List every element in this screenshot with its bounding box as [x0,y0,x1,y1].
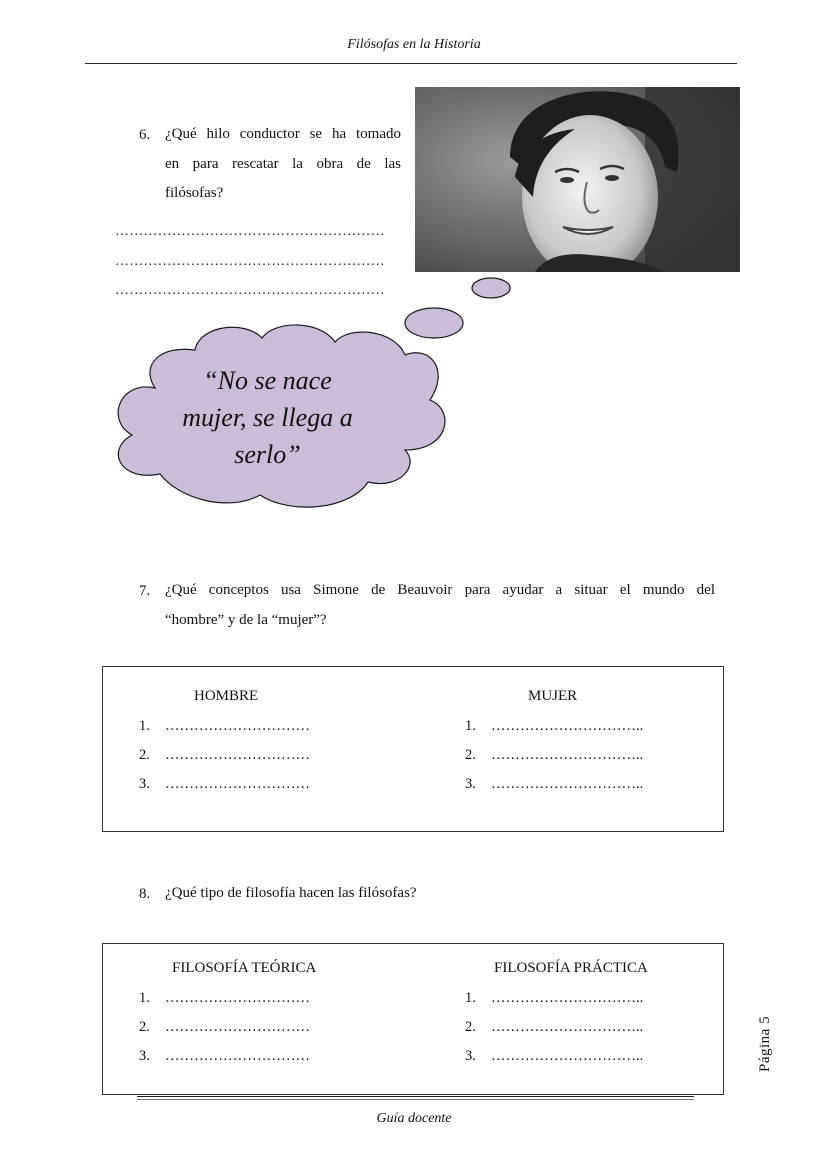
q7-mujer-item-3[interactable] [465,776,644,793]
item-answer-line[interactable]: ………………………… [165,747,310,763]
q7-hombre-item-1[interactable] [139,718,310,735]
quote-line-1: “No se nace [203,366,332,395]
q8-number: 8. [139,886,151,902]
q6-text [165,120,401,209]
item-answer-line[interactable]: ………………………… [165,990,310,1006]
quote-line-3: serlo” [234,440,301,469]
header-rule [85,63,737,64]
q6-answer-line-1[interactable]: ………………………………………………… [115,224,385,239]
q6-line-1: ¿Qué hilo conductor se ha tomado [165,126,401,142]
item-answer-line[interactable]: ………………………….. [491,718,644,734]
q7-line-2: “hombre” y de la “mujer”? [165,611,327,628]
q8-teorica-item-3[interactable] [139,1048,310,1065]
item-number: 1. [139,990,150,1006]
q7-number: 7. [139,583,151,599]
item-answer-line[interactable]: ………………………….. [491,1019,644,1035]
item-number: 1. [139,718,150,734]
q7-line-1: ¿Qué conceptos usa Simone de Beauvoir para ayudar a situar el mundo del [165,582,715,598]
q7-hombre-item-3[interactable] [139,776,310,793]
item-answer-line[interactable]: ………………………….. [491,1048,644,1064]
q8-practica-item-2[interactable] [465,1019,644,1036]
item-number: 2. [139,1019,150,1035]
q8-teorica-item-2[interactable] [139,1019,310,1036]
q7-mujer-item-1[interactable] [465,718,644,735]
item-answer-line[interactable]: ………………………… [165,776,310,792]
q6-number: 6. [139,127,151,143]
bubble-dot-medium [472,278,510,298]
item-answer-line[interactable]: ………………………… [165,718,310,734]
item-answer-line[interactable]: ………………………… [165,1048,310,1064]
item-answer-line[interactable]: ………………………… [165,1019,310,1035]
item-answer-line[interactable]: ………………………….. [491,776,644,792]
footer-rule-secondary [137,1099,694,1100]
item-answer-line[interactable]: ………………………….. [491,990,644,1006]
q7-heading-hombre: HOMBRE [194,688,259,704]
item-number: 3. [139,1048,150,1064]
portrait-photo [415,87,740,272]
item-number: 2. [465,1019,476,1035]
quote-text [160,362,375,473]
q7-hombre-item-2[interactable] [139,747,310,764]
item-number: 1. [465,718,476,734]
footer-rule [137,1096,694,1097]
page-number-label: Página 5 [757,1015,773,1072]
quote-line-2: mujer, se llega a [182,403,353,432]
q6-answer-line-3[interactable]: ………………………………………………… [115,283,385,298]
q7-text [165,576,715,635]
item-number: 2. [139,747,150,763]
page-number [757,1010,797,1070]
q6-line-3: filósofas? [165,185,224,201]
q8-practica-item-1[interactable] [465,990,644,1007]
q6-answer-line-2[interactable]: ………………………………………………… [115,254,385,269]
q8-text: ¿Qué tipo de filosofía hacen las filósofas? [165,885,417,901]
item-number: 3. [139,776,150,792]
q7-heading-mujer: MUJER [528,688,578,704]
bubble-dot-large [405,308,463,338]
q8-heading-teorica: FILOSOFÍA TEÓRICA [172,960,317,976]
item-number: 1. [465,990,476,1006]
q8-heading-practica: FILOSOFÍA PRÁCTICA [494,960,648,976]
item-number: 3. [465,776,476,792]
q6-line-2: en para rescatar la obra de las [165,155,401,172]
item-answer-line[interactable]: ………………………….. [491,747,644,763]
page-footer-text: Guía docente [376,1111,452,1126]
q7-mujer-item-2[interactable] [465,747,644,764]
q8-teorica-item-1[interactable] [139,990,310,1007]
item-number: 3. [465,1048,476,1064]
q8-practica-item-3[interactable] [465,1048,644,1065]
portrait-illustration [415,87,740,272]
page-header-title: Filósofas en la Historia [347,37,481,52]
item-number: 2. [465,747,476,763]
